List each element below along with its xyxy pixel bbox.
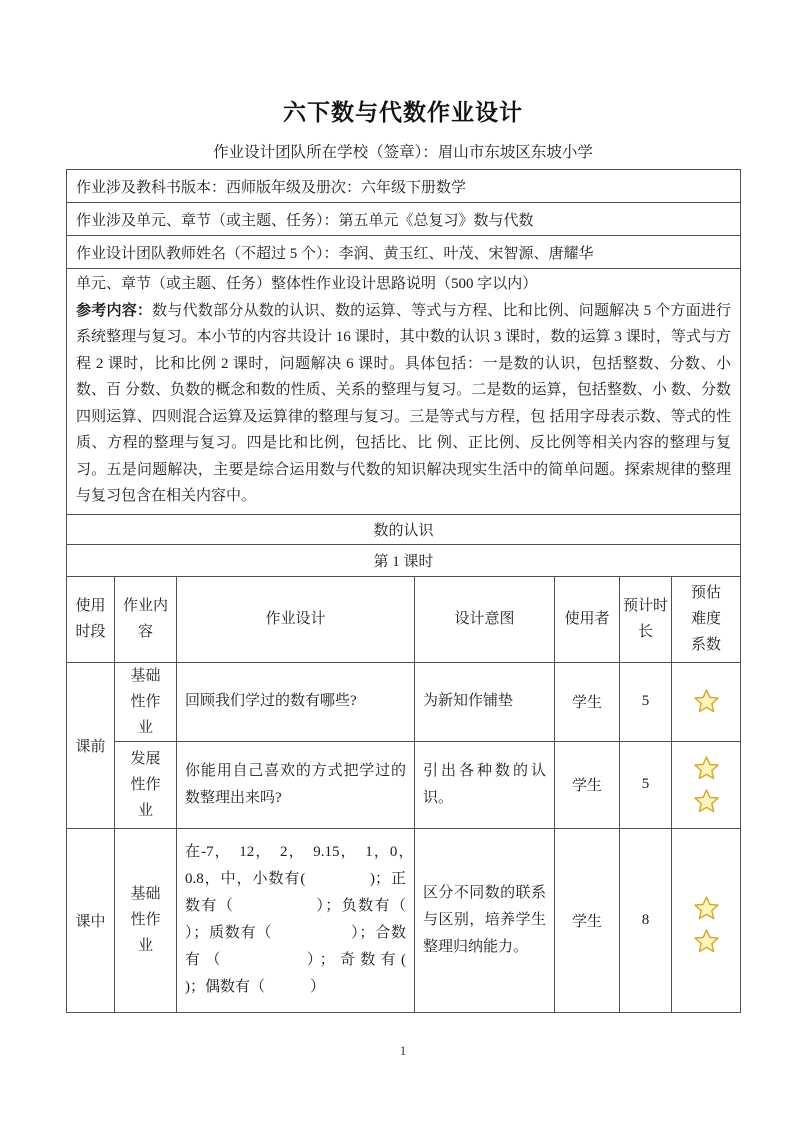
overview-row bbox=[67, 269, 741, 515]
user-cell: 学生 bbox=[555, 662, 620, 741]
overview-reference-label: 参考内容： bbox=[76, 302, 153, 319]
difficulty-star-icon bbox=[693, 928, 720, 955]
intent-cell: 为新知作铺垫 bbox=[415, 662, 555, 741]
info-teachers-cell: 作业设计团队教师姓名（不超过 5 个）：李润、黄玉红、叶茂、宋智源、唐耀华 bbox=[67, 236, 741, 269]
school-signature-line: 作业设计团队所在学校（签章）：眉山市东坡区东坡小学 bbox=[213, 144, 593, 161]
phase-cell-in-class: 课中 bbox=[67, 828, 115, 1012]
duration-cell: 5 bbox=[620, 662, 672, 741]
intent-cell: 引出各种数的认识。 bbox=[415, 741, 555, 828]
info-row-textbook bbox=[67, 170, 741, 203]
section-lesson-cell: 第 1 课时 bbox=[67, 544, 741, 576]
difficulty-star-icon bbox=[693, 688, 720, 715]
info-row-unit bbox=[67, 203, 741, 236]
overview-cell bbox=[67, 269, 741, 515]
duration-cell: 5 bbox=[620, 741, 672, 828]
info-textbook-cell: 作业涉及教科书版本：西师版年级及册次：六年级下册数学 bbox=[67, 170, 741, 203]
header-user: 使用者 bbox=[555, 576, 620, 662]
header-type: 作业内容 bbox=[115, 576, 177, 662]
worksheet-header-row bbox=[67, 576, 741, 662]
worksheet-row-2 bbox=[67, 741, 741, 828]
type-cell: 发展性作业 bbox=[115, 741, 177, 828]
section-topic-cell: 数的认识 bbox=[67, 514, 741, 544]
design-cell: 你能用自己喜欢的方式把学过的数整理出来吗? bbox=[177, 741, 415, 828]
difficulty-star-icon bbox=[693, 895, 720, 922]
user-cell: 学生 bbox=[555, 828, 620, 1012]
phase-cell-before-class: 课前 bbox=[67, 662, 115, 828]
section-lesson-row bbox=[67, 544, 741, 576]
worksheet-row-3 bbox=[67, 828, 741, 1012]
overview-body bbox=[76, 298, 731, 510]
info-unit-cell: 作业涉及单元、章节（或主题、任务）：第五单元《总复习》数与代数 bbox=[67, 203, 741, 236]
header-difficulty: 预估难度系数 bbox=[672, 576, 741, 662]
duration-cell: 8 bbox=[620, 828, 672, 1012]
overview-heading: 单元、章节（或主题、任务）整体性作业设计思路说明（500 字以内） bbox=[76, 276, 538, 292]
section-topic-row bbox=[67, 514, 741, 544]
design-cell: 在-7， 12， 2， 9.15， 1，0， 0.8，中，小数有( )；正数有（ ）；负数有（ ）；质数有（ ）；合数有（ ）；奇数有( )；偶数有（ ） bbox=[177, 828, 415, 1012]
intent-cell: 区分不同数的联系与区别，培养学生整理归纳能力。 bbox=[415, 828, 555, 1012]
header-phase: 使用时段 bbox=[67, 576, 115, 662]
difficulty-star-icon bbox=[693, 788, 720, 815]
assignment-design-table bbox=[66, 169, 741, 1013]
header-duration: 预计时长 bbox=[620, 576, 672, 662]
difficulty-star-icon bbox=[693, 755, 720, 782]
difficulty-stars-cell bbox=[672, 741, 741, 828]
worksheet-row-1 bbox=[67, 662, 741, 741]
info-row-teachers bbox=[67, 236, 741, 269]
user-cell: 学生 bbox=[555, 741, 620, 828]
header-design: 作业设计 bbox=[177, 576, 415, 662]
document-title: 六下数与代数作业设计 bbox=[283, 99, 523, 125]
header-intent: 设计意图 bbox=[415, 576, 555, 662]
difficulty-stars-cell bbox=[672, 828, 741, 1012]
page-number: 1 bbox=[399, 1042, 407, 1058]
type-cell: 基础性作业 bbox=[115, 828, 177, 1012]
difficulty-stars-cell bbox=[672, 662, 741, 741]
type-cell: 基础性作业 bbox=[115, 662, 177, 741]
design-cell: 回顾我们学过的数有哪些? bbox=[177, 662, 415, 741]
overview-reference-text: 数与代数部分从数的认识、数的运算、等式与方程、比和比例、问题解决 5 个方面进行系统整理与复习。本小节的内容共设计 16 课时，其中数的认识 3 课时，数的运算 3 课时，等式与方程 2 课时，比和比例 2 课时，问题解决 6 课时。具体包括：一是数的认识，包括整数、分数、小数、百 分数、负数的概念和数的性质、关系的整理与复习。二是数的运算，包括整数、小 数、分数四则运算、四则混合运算及运算律的整理与复习。三是等式与方程，包 括用字母表示数、等式的性质、方程的整理与复习。四是比和比例，包括比、比 例、正比例、反比例等相关内容的整理与复习。五是问题解决，主要是综合运用数与代数的知识解决现实生活中的简单问题。探索规律的整理与复习包含在相关内容中。 bbox=[76, 302, 732, 504]
